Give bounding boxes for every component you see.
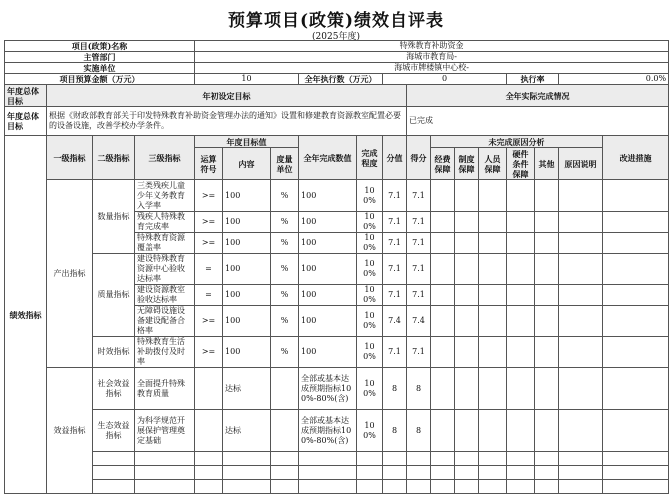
- indicator-name: 建设特殊教育资源中心验收达标率: [135, 254, 195, 285]
- table-row-empty: [5, 466, 669, 480]
- indicator-got: 8: [407, 410, 431, 452]
- row-goal-content: [5, 107, 669, 136]
- indicator-completed: 全部或基本达成预期指标100%-80%(含): [299, 368, 357, 410]
- header-unit: 度量单位: [271, 148, 299, 180]
- indicator-completed: 100: [299, 212, 357, 233]
- indicator-name: 特殊教育生活补助拨付及时率: [135, 337, 195, 368]
- goal-actual-header: 全年实际完成情况: [407, 85, 669, 107]
- header-reason-policy: 制度保障: [455, 148, 479, 180]
- indicator-name: 建设资源教室验收达标率: [135, 285, 195, 306]
- group-output-label: 产出指标: [47, 180, 93, 368]
- indicator-got: 7.4: [407, 306, 431, 337]
- performance-table: [4, 40, 669, 494]
- indicator-degree: 100%: [357, 306, 383, 337]
- header-reason-staff: 人员保障: [479, 148, 507, 180]
- project-name-label: 项目(政策)名称: [5, 41, 195, 52]
- header-completed: 全年完成数值: [299, 136, 357, 180]
- indicator-operator: >=: [195, 212, 223, 233]
- impl-value: 海城市牌楼镇中心校-: [195, 63, 669, 74]
- goal-section-label: 年度总体目标: [5, 85, 47, 107]
- authority-value: 海城市教育局-: [195, 52, 669, 63]
- page-title: 预算项目(政策)绩效自评表: [227, 11, 445, 31]
- indicator-operator: >=: [195, 180, 223, 212]
- table-row: [5, 410, 669, 452]
- indicator-got: 7.1: [407, 180, 431, 212]
- indicator-name: 三类残疾儿童少年义务教育入学率: [135, 180, 195, 212]
- indicator-content: 100: [223, 306, 271, 337]
- indicator-degree: 100%: [357, 180, 383, 212]
- executed-value: 0: [383, 74, 507, 85]
- indicator-content: 100: [223, 285, 271, 306]
- page-subtitle: (2025年度): [312, 32, 360, 42]
- indicator-got: 7.1: [407, 285, 431, 306]
- indicator-unit: %: [271, 254, 299, 285]
- indicator-degree: 100%: [357, 254, 383, 285]
- indicator-name: 特殊教育资源覆盖率: [135, 233, 195, 254]
- indicator-unit: %: [271, 285, 299, 306]
- indicator-unit: [271, 368, 299, 410]
- indicator-degree: 100%: [357, 410, 383, 452]
- indicator-score: 8: [383, 368, 407, 410]
- indicator-score: 7.1: [383, 180, 407, 212]
- goal-initial-text: 根据《财政部教育部关于印发特殊教育补助资金管理办法的通知》设置和修建教育资源教室配置必要的设备设施，改善学校办学条件。: [47, 107, 407, 136]
- indicator-degree: 100%: [357, 233, 383, 254]
- table-row: [5, 337, 669, 368]
- indicator-content: 100: [223, 337, 271, 368]
- indicator-operator: [195, 410, 223, 452]
- indicator-unit: [271, 410, 299, 452]
- indicator-got: 8: [407, 368, 431, 410]
- sub-quantity-label: 数量指标: [93, 180, 135, 254]
- indicator-score: 7.1: [383, 254, 407, 285]
- goal-initial-header: 年初设定目标: [47, 85, 407, 107]
- header-degree: 完成程度: [357, 136, 383, 180]
- indicator-name: 为科学规范开展保护管理奠定基础: [135, 410, 195, 452]
- indicator-completed: 100: [299, 180, 357, 212]
- indicator-completed: 100: [299, 285, 357, 306]
- indicator-content: 100: [223, 212, 271, 233]
- indicator-unit: %: [271, 212, 299, 233]
- authority-label: 主管部门: [5, 52, 195, 63]
- indicator-got: 7.1: [407, 233, 431, 254]
- header-score: 分值: [383, 136, 407, 180]
- row-indicator-header-1: [5, 136, 669, 148]
- row-authority: [5, 52, 669, 63]
- header-reason-other: 其他: [535, 148, 559, 180]
- header-measures: 改进措施: [603, 136, 669, 180]
- indicator-operator: [195, 368, 223, 410]
- indicator-score: 8: [383, 410, 407, 452]
- indicator-completed: 100: [299, 337, 357, 368]
- rate-value: 0.0%: [559, 74, 669, 85]
- indicator-operator: >=: [195, 306, 223, 337]
- header-target-group: 年度目标值: [195, 136, 299, 148]
- indicator-completed: 100: [299, 254, 357, 285]
- indicator-score: 7.1: [383, 285, 407, 306]
- header-operator: 运算符号: [195, 148, 223, 180]
- indicator-unit: %: [271, 180, 299, 212]
- indicator-operator: =: [195, 254, 223, 285]
- header-level3: 三级指标: [135, 136, 195, 180]
- indicator-score: 7.1: [383, 212, 407, 233]
- indicator-degree: 100%: [357, 337, 383, 368]
- header-content: 内容: [223, 148, 271, 180]
- sub-quality-label: 质量指标: [93, 254, 135, 337]
- indicator-name: 无障碍设施设备建设配备合格率: [135, 306, 195, 337]
- indicator-completed: 100: [299, 306, 357, 337]
- indicator-score: 7.4: [383, 306, 407, 337]
- impl-label: 实施单位: [5, 63, 195, 74]
- row-impl: [5, 63, 669, 74]
- rate-label: 执行率: [507, 74, 559, 85]
- row-budget: [5, 74, 669, 85]
- goal-row-label: 年度总体目标: [5, 107, 47, 136]
- table-row: [5, 180, 669, 212]
- sub-eco-label: 生态效益指标: [93, 410, 135, 452]
- indicator-score: 7.1: [383, 337, 407, 368]
- indicator-section-label: 绩效指标: [5, 136, 47, 494]
- table-row: [5, 368, 669, 410]
- indicator-score: 7.1: [383, 233, 407, 254]
- executed-label: 全年执行数（万元）: [299, 74, 383, 85]
- header-reason-desc: 原因说明: [559, 148, 603, 180]
- indicator-completed: 100: [299, 233, 357, 254]
- indicator-degree: 100%: [357, 368, 383, 410]
- indicator-content: 达标: [223, 410, 271, 452]
- indicator-unit: %: [271, 306, 299, 337]
- header-reasons-group: 未完成原因分析: [431, 136, 603, 148]
- row-goal-headers: [5, 85, 669, 107]
- group-benefit-label: 效益指标: [47, 368, 93, 494]
- table-row-empty: [5, 480, 669, 494]
- header-reason-funds: 经费保障: [431, 148, 455, 180]
- project-name-value: 特殊教育补助资金: [195, 41, 669, 52]
- indicator-content: 达标: [223, 368, 271, 410]
- indicator-degree: 100%: [357, 212, 383, 233]
- indicator-got: 7.1: [407, 212, 431, 233]
- sub-social-label: 社会效益指标: [93, 368, 135, 410]
- indicator-operator: =: [195, 285, 223, 306]
- indicator-operator: >=: [195, 337, 223, 368]
- budget-label: 项目预算金额（万元）: [5, 74, 195, 85]
- indicator-content: 100: [223, 233, 271, 254]
- budget-value: 10: [195, 74, 299, 85]
- goal-actual-text: 已完成: [407, 107, 669, 136]
- table-row: [5, 254, 669, 285]
- indicator-name: 残疾人特殊教育完成率: [135, 212, 195, 233]
- indicator-got: 7.1: [407, 337, 431, 368]
- indicator-completed: 全部或基本达成预期指标100%-80%(含): [299, 410, 357, 452]
- indicator-degree: 100%: [357, 285, 383, 306]
- header-level2: 二级指标: [93, 136, 135, 180]
- header-level1: 一级指标: [47, 136, 93, 180]
- indicator-got: 7.1: [407, 254, 431, 285]
- indicator-name: 全面提升特殊教育质量: [135, 368, 195, 410]
- row-project-name: [5, 41, 669, 52]
- indicator-unit: %: [271, 337, 299, 368]
- indicator-content: 100: [223, 254, 271, 285]
- table-row-empty: [5, 452, 669, 466]
- indicator-unit: %: [271, 233, 299, 254]
- sub-time-label: 时效指标: [93, 337, 135, 368]
- header-reason-hw: 硬件条件保障: [507, 148, 535, 180]
- header-got: 得分: [407, 136, 431, 180]
- indicator-content: 100: [223, 180, 271, 212]
- indicator-operator: >=: [195, 233, 223, 254]
